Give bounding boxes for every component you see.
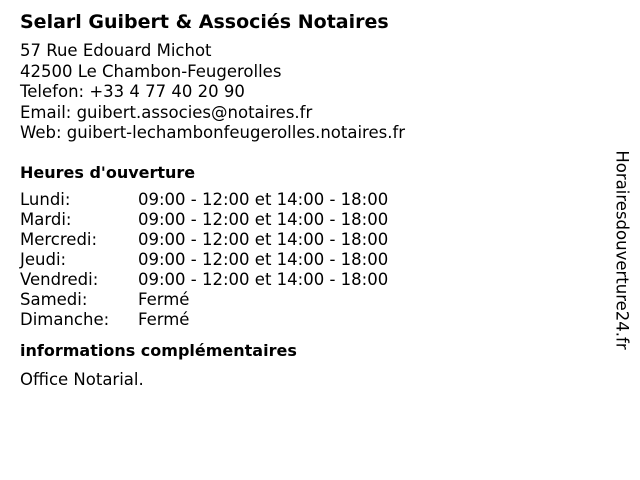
time-value: 09:00 - 12:00 et 14:00 - 18:00: [138, 189, 389, 209]
info-heading: informations complémentaires: [20, 341, 297, 361]
day-label: Dimanche:: [20, 310, 110, 330]
hours-heading: Heures d'ouverture: [20, 162, 196, 182]
hours-table: [20, 190, 600, 331]
hours-row-monday: [20, 190, 600, 210]
day-label: Samedi:: [20, 289, 88, 309]
hours-row-tuesday: [20, 210, 600, 230]
hours-row-sunday: [20, 310, 600, 330]
time-value: Fermé: [138, 310, 190, 330]
hours-row-friday: [20, 270, 600, 290]
time-value: 09:00 - 12:00 et 14:00 - 18:00: [138, 209, 389, 229]
day-label: Mardi:: [20, 209, 72, 229]
phone-line: Telefon: +33 4 77 40 20 90: [20, 82, 245, 101]
email-line: Email: guibert.associes@notaires.fr: [20, 102, 313, 122]
site-watermark: Horairesdouverture24.fr: [612, 150, 632, 350]
time-value: 09:00 - 12:00 et 14:00 - 18:00: [138, 269, 389, 289]
web-line: Web: guibert-lechambonfeugerolles.notaires.fr: [20, 123, 406, 142]
time-value: 09:00 - 12:00 et 14:00 - 18:00: [138, 249, 389, 269]
day-label: Vendredi:: [20, 269, 99, 289]
info-text: Office Notarial.: [20, 370, 144, 390]
address-city: 42500 Le Chambon-Feugerolles: [20, 61, 282, 81]
business-name: Selarl Guibert & Associés Notaires: [20, 11, 389, 33]
day-label: Jeudi:: [20, 249, 67, 269]
day-label: Lundi:: [20, 189, 71, 209]
hours-row-thursday: [20, 250, 600, 270]
hours-row-saturday: [20, 290, 600, 310]
address-street: 57 Rue Edouard Michot: [20, 41, 212, 60]
business-card: [20, 9, 600, 390]
hours-row-wednesday: [20, 230, 600, 250]
day-label: Mercredi:: [20, 229, 98, 249]
time-value: Fermé: [138, 289, 190, 309]
time-value: 09:00 - 12:00 et 14:00 - 18:00: [138, 229, 389, 249]
